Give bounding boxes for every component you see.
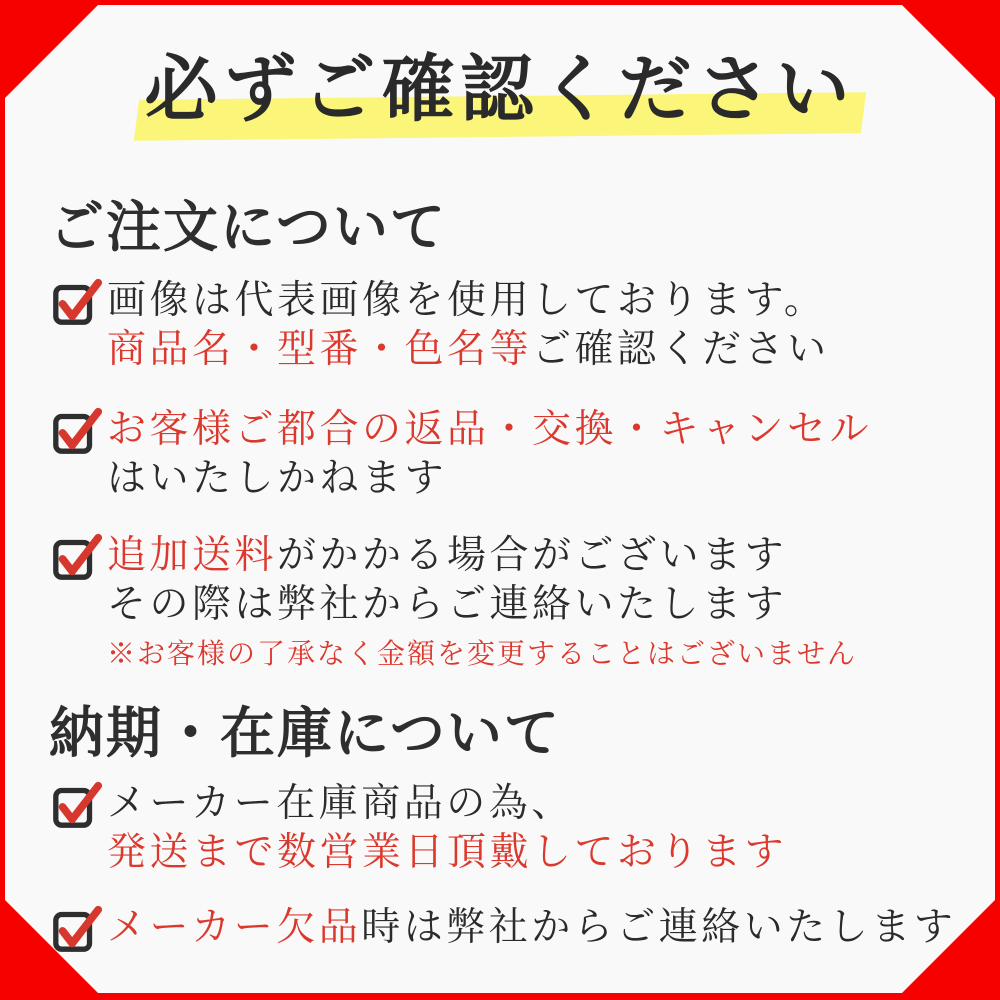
item-line: 発送まで数営業日頂戴しております [107,830,788,875]
checklist-item-no-returns [51,405,995,503]
item-text [107,903,956,952]
checkbox-checked-icon [51,274,103,328]
item-line: その際は弊社からご連絡いたします [107,581,788,627]
item-note: ※お客様の了承なく金額を変更することはございません [107,636,858,670]
checkbox-checked-icon [51,901,103,955]
page-title-text: 必ずご確認ください [144,46,856,132]
checklist-item-representative-image [51,276,995,374]
item-line: 画像は代表画像を使用しております。 [107,277,827,323]
item-text [107,276,830,374]
checklist-item-maker-out-of-stock [51,903,995,955]
checkbox-checked-icon [51,777,103,831]
item-text [107,405,872,503]
item-line: メーカー欠品時は弊社からご連絡いたします [107,905,957,950]
item-text [107,531,857,672]
checklist-item-maker-stock [51,779,995,877]
checkbox-checked-icon [51,403,103,457]
item-line: 商品名・型番・色名等ご確認ください [107,326,830,372]
section-heading-delivery-stock: 納期・在庫について [49,699,561,765]
checkbox-checked-icon [51,529,103,583]
item-line: お客様ご都合の返品・交換・キャンセル [107,406,873,452]
page-title [5,39,995,145]
checklist-item-extra-shipping [51,531,995,672]
item-text [107,779,787,877]
item-line: メーカー在庫商品の為、 [107,781,574,826]
item-line: はいたしかねます [107,455,448,501]
section-heading-order: ご注文について [49,194,447,259]
item-line: 追加送料がかかる場合がございます [107,532,788,578]
